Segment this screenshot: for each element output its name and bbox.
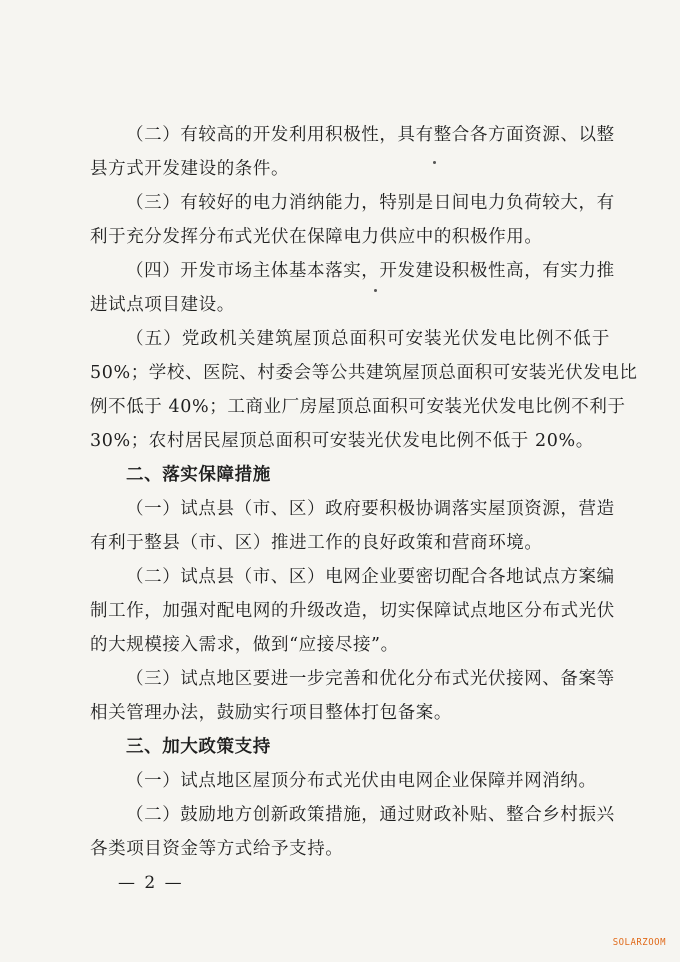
- paragraph-line: （一）试点地区屋顶分布式光伏由电网企业保障并网消纳。: [126, 771, 597, 791]
- paragraph-line: 各类项目资金等方式给予支持。: [90, 839, 344, 859]
- paragraph-line: （二）有较高的开发利用积极性，具有整合各方面资源、以整: [126, 125, 615, 145]
- watermark-logo: SOLARZOOM: [612, 937, 666, 949]
- paragraph-line: （三）有较好的电力消纳能力，特别是日间电力负荷较大，有: [126, 193, 615, 213]
- paragraph-line: （二）试点县（市、区）电网企业要密切配合各地试点方案编: [126, 567, 615, 587]
- body-paragraph: [90, 254, 615, 322]
- paragraph-line: 有利于整县（市、区）推进工作的良好政策和营商环境。: [90, 533, 543, 553]
- body-paragraph: [90, 118, 615, 186]
- section-heading: 二、落实保障措施: [126, 465, 271, 485]
- body-paragraph: [90, 492, 615, 560]
- paragraph-line: （三）试点地区要进一步完善和优化分布式光伏接网、备案等: [126, 669, 615, 689]
- paragraph-line: 相关管理办法，鼓励实行项目整体打包备案。: [90, 703, 452, 723]
- body-paragraph: [90, 662, 615, 730]
- paragraph-line: 例不低于 40%；工商业厂房屋顶总面积可安装光伏发电比例不利于: [90, 397, 626, 417]
- paragraph-line: 利于充分发挥分布式光伏在保障电力供应中的积极作用。: [90, 227, 543, 247]
- body-paragraph: [90, 322, 638, 458]
- document-body: [90, 118, 638, 866]
- paragraph-line: （一）试点县（市、区）政府要积极协调落实屋顶资源，营造: [126, 499, 615, 519]
- body-paragraph: [90, 798, 615, 866]
- scan-speck: [374, 289, 377, 292]
- paragraph-line: 30%；农村居民屋顶总面积可安装光伏发电比例不低于 20%。: [90, 431, 594, 451]
- paragraph-line: （二）鼓励地方创新政策措施，通过财政补贴、整合乡村振兴: [126, 805, 615, 825]
- page-number: — 2 —: [118, 873, 184, 893]
- body-paragraph: [90, 764, 610, 798]
- paragraph-line: 制工作，加强对配电网的升级改造，切实保障试点地区分布式光伏: [90, 601, 615, 621]
- paragraph-line: （四）开发市场主体基本落实，开发建设积极性高，有实力推: [126, 261, 615, 281]
- body-paragraph: [90, 560, 615, 662]
- paragraph-line: 50%；学校、医院、村委会等公共建筑屋顶总面积可安装光伏发电比: [90, 363, 638, 383]
- paragraph-line: （五）党政机关建筑屋顶总面积可安装光伏发电比例不低于: [126, 329, 610, 349]
- paragraph-line: 进试点项目建设。: [90, 295, 235, 315]
- section-heading: 三、加大政策支持: [126, 737, 271, 757]
- scan-speck: [433, 161, 436, 164]
- paragraph-line: 的大规模接入需求，做到“应接尽接”。: [90, 635, 399, 655]
- body-paragraph: [90, 186, 615, 254]
- paragraph-line: 县方式开发建设的条件。: [90, 159, 290, 179]
